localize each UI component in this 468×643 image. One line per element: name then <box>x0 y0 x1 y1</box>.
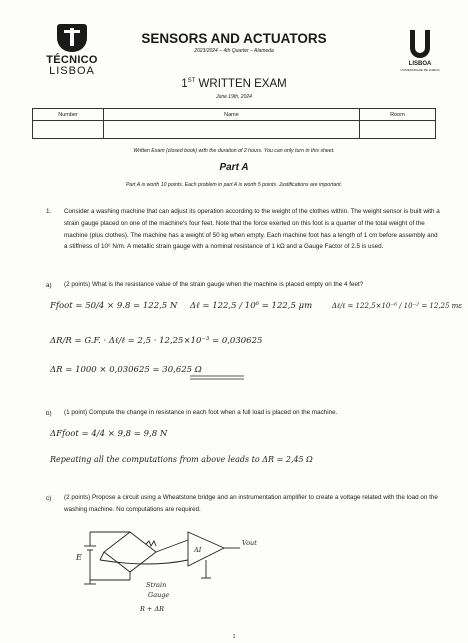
answer-a-deflection: Δℓ = 122,5 / 10⁶ = 122,5 μm <box>190 301 313 311</box>
sub-c-label: c) <box>46 495 52 502</box>
circuit-sketch <box>84 532 240 584</box>
answer-b-force: ΔFfoot = 4/4 × 9,8 = 9,8 N <box>50 429 168 439</box>
bridge-left-node <box>100 552 104 560</box>
source-label: E <box>76 553 82 562</box>
sub-c-text: (2 points) Propose a circuit using a Wheatstone bridge and an instrumentation amplifier to create a voltage related with the load on the washing machine. No computations are required. <box>64 494 438 513</box>
gauge-label: Gauge <box>148 591 170 599</box>
course-subtitle: 2023/2024 – 4th Quarter – Alameda <box>194 48 274 54</box>
page-number: 1 <box>232 634 236 640</box>
ulisboa-name: LISBOA <box>408 61 432 67</box>
sub-a-label: a) <box>46 282 52 289</box>
institution-city: LISBOA <box>49 65 95 77</box>
exam-title: 1ST WRITTEN EXAM <box>181 78 287 90</box>
resistance-label: R + ΔR <box>140 605 165 613</box>
sub-a-text: (2 points) What is the resistance value of the strain gauge when the machine is placed empty on the 4 feet? <box>64 281 364 288</box>
question-text: Consider a washing machine that can adjust its operation according to the weight of the clothes within. The weight sensor is built with a strain gauge placed on one of the machine's four feet. Note that the force exerted on this foot is a quarter of the total weight of the machine (plus clothes). The machine has a weight of 50 kg when empty. Each machine foot has a length of 1 cm before assembly and a stiffness of 10⁶ N/m. A metallic strain gauge with a nominal resistance of 1 kΩ and a Gauge Factor of 2.5 is used. <box>64 208 440 251</box>
col-room: Room <box>360 109 436 121</box>
exam-date: June 19th, 2024 <box>216 94 252 100</box>
answer-a-resistance-change: ΔR = 1000 × 0,030625 = 30,625 Ω <box>50 365 202 375</box>
answer-a-force: Ffoot = 50/4 × 9.8 = 122,5 N <box>50 301 178 311</box>
amp-input-plus <box>156 540 188 552</box>
part-note: Part A is worth 10 points. Each problem in part A is worth 5 points. Justifications are important. <box>125 182 343 188</box>
col-name: Name <box>104 109 360 121</box>
sub-b-text: (1 point) Compute the change in resistance in each foot when a full load is placed on the machine. <box>64 409 338 416</box>
answer-b-conclusion: Repeating all the computations from above leads to ΔR = 2,45 Ω <box>50 455 313 464</box>
amplifier-label: AI <box>194 546 202 554</box>
output-label: Vout <box>242 539 257 547</box>
amp-input-minus <box>100 560 188 564</box>
answer-a-relative-change: ΔR/R = G.F. · Δℓ/ℓ = 2,5 · 12,25×10⁻³ = 0,030625 <box>50 336 263 346</box>
part-title: Part A <box>219 162 249 173</box>
course-title: SENSORS AND ACTUATORS <box>141 31 327 46</box>
question-number: 1. <box>46 208 52 215</box>
exam-notice: Written Exam (closed book) with the duration of 2 hours. You can only turn in this sheet. <box>133 148 335 154</box>
col-number: Number <box>33 109 104 121</box>
institution-name: TÉCNICO <box>46 54 98 66</box>
answer-a-strain: Δℓ/ℓ = 122,5×10⁻⁶ / 10⁻² = 12,25 mε <box>332 302 463 310</box>
wheatstone-bridge <box>104 532 156 572</box>
strain-label: Strain <box>146 581 167 589</box>
sub-b-label: b) <box>46 410 52 417</box>
ulisboa-small: UNIVERSIDADE DE LISBOA <box>400 68 440 72</box>
